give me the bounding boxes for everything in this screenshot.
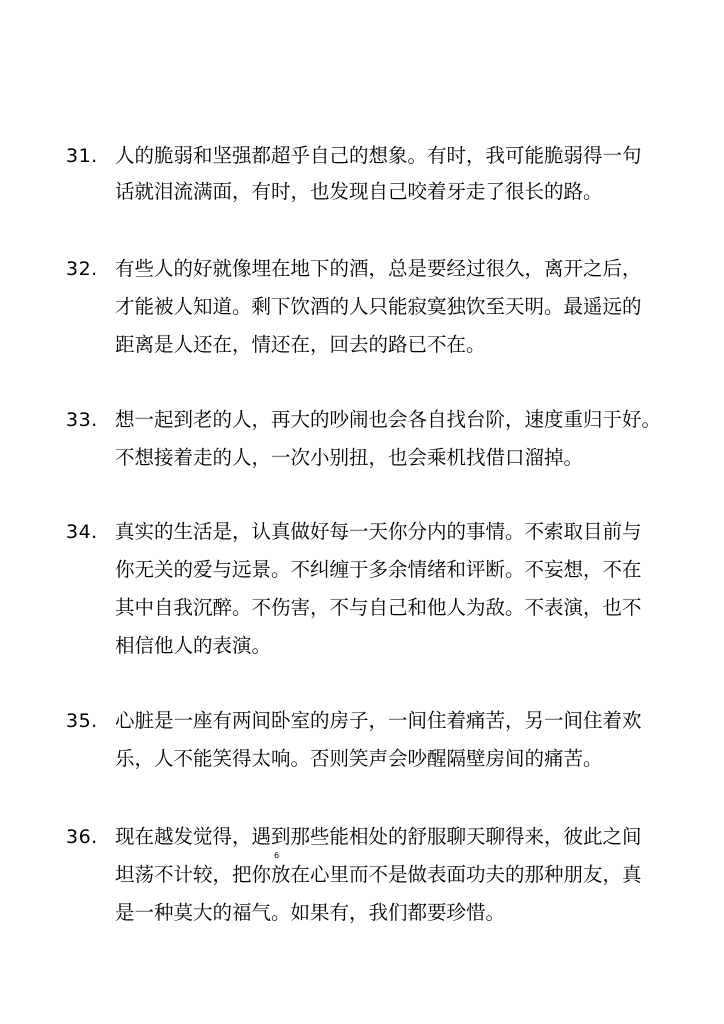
item-text-line: 你无关的爱与远景。不纠缠于多余情绪和评断。不妄想，不在	[115, 558, 642, 581]
item-number: 34.	[66, 521, 98, 543]
item-number: 36.	[66, 826, 98, 848]
item-text-line: 话就泪流满面，有时，也发现自己咬着牙走了很长的路。	[115, 180, 603, 203]
item-text-line: 坦荡不计较，把你放在心里而不是做表面功夫的那种朋友，真	[115, 863, 642, 886]
item-text-line: 相信他人的表演。	[115, 634, 272, 657]
item-number: 31.	[66, 145, 98, 167]
item-text-line: 不想接着走的人，一次小别扭，也会乘机找借口溜掉。	[115, 446, 584, 469]
item-number: 33.	[66, 409, 98, 431]
item-text-line: 是一种莫大的福气。如果有，我们都要珍惜。	[115, 901, 506, 924]
item-text-line: 其中自我沉醉。不伤害，不与自己和他人为敌。不表演，也不	[115, 596, 642, 619]
page-number: 6	[274, 851, 280, 860]
item-text-line: 才能被人知道。剩下饮酒的人只能寂寞独饮至天明。最遥远的	[115, 295, 642, 318]
item-text-line: 乐，人不能笑得太响。否则笑声会吵醒隔壁房间的痛苦。	[115, 747, 603, 770]
item-text-line: 人的脆弱和坚强都超乎自己的想象。有时，我可能脆弱得一句	[115, 144, 642, 167]
item-text-line: 现在越发觉得，遇到那些能相处的舒服聊天聊得来，彼此之间	[115, 825, 642, 848]
item-number: 32.	[66, 258, 98, 280]
item-text-line: 距离是人还在，情还在，回去的路已不在。	[115, 333, 486, 356]
item-text-line: 想一起到老的人，再大的吵闹也会各自找台阶，速度重归于好。	[115, 408, 662, 431]
item-text-line: 心脏是一座有两间卧室的房子，一间住着痛苦，另一间住着欢	[115, 709, 642, 732]
item-text-line: 真实的生活是，认真做好每一天你分内的事情。不索取目前与	[115, 520, 642, 543]
item-number: 35.	[66, 710, 98, 732]
item-text-line: 有些人的好就像埋在地下的酒，总是要经过很久，离开之后，	[115, 257, 642, 280]
